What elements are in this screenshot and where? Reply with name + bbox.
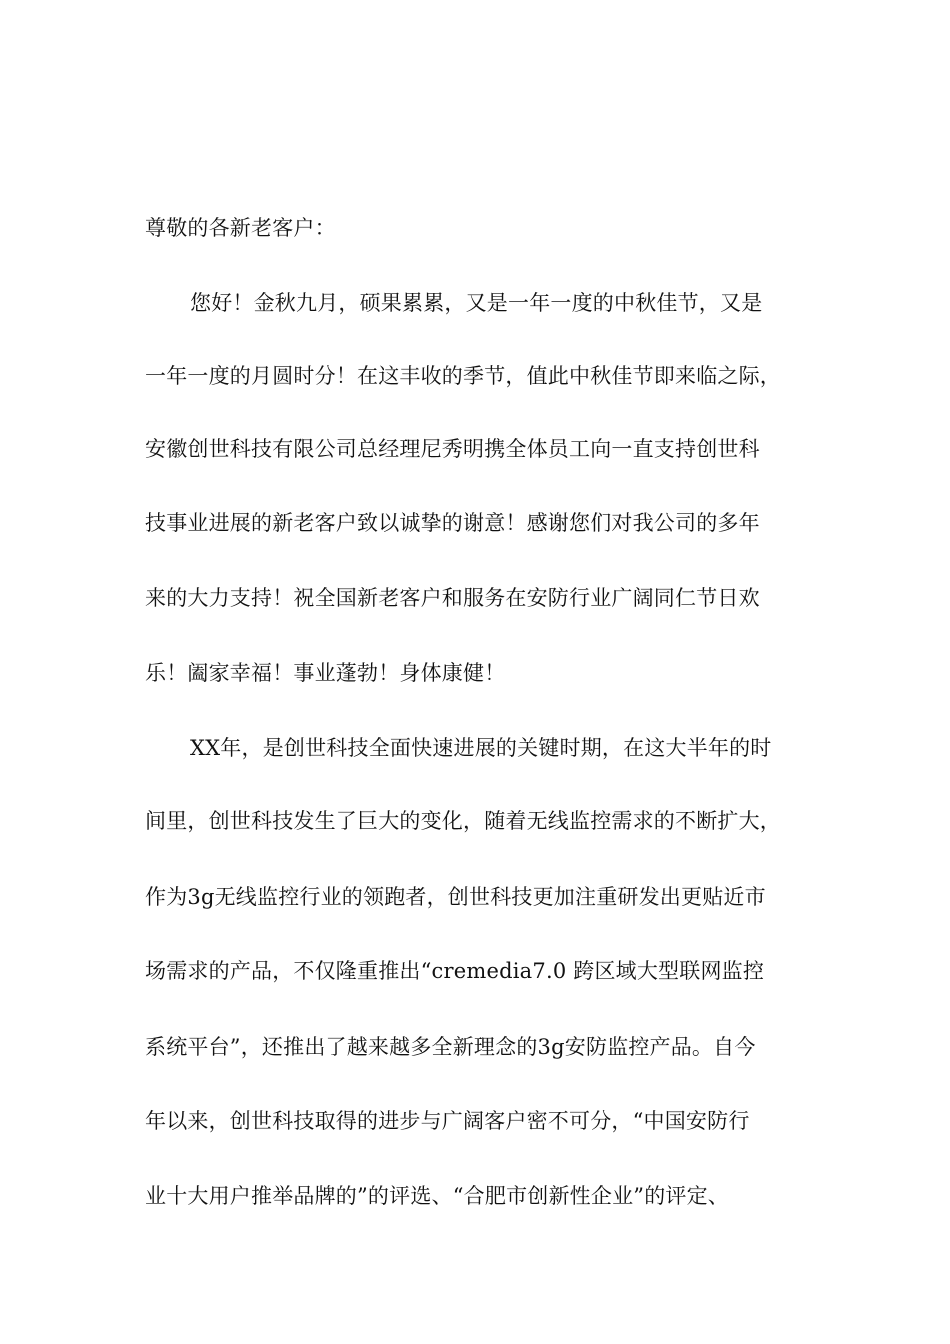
paragraph-line: 来的大力支持！祝全国新老客户和服务在安防行业广阔同仁节日欢 (145, 586, 760, 610)
paragraph-line: 作为3g无线监控行业的领跑者，创世科技更加注重研发出更贴近市 (145, 885, 766, 909)
paragraph-line: 系统平台”，还推出了越来越多全新理念的3g安防监控产品。自今 (145, 1035, 756, 1059)
paragraph-line: 您好！金秋九月，硕果累累，又是一年一度的中秋佳节，又是 (190, 291, 763, 315)
paragraph-line: XX年，是创世科技全面快速进展的关键时期，在这大半年的时 (190, 736, 772, 760)
paragraph-line: 一年一度的月圆时分！在这丰收的季节，值此中秋佳节即来临之际， (145, 364, 781, 388)
paragraph-line: 安徽创世科技有限公司总经理尼秀明携全体员工向一直支持创世科 (145, 437, 760, 461)
paragraph-line: 场需求的产品，不仅隆重推出“cremedia7.0 跨区域大型联网监控 (145, 959, 765, 983)
paragraph-line: 业十大用户推举品牌的”的评选、“合肥市创新性企业”的评定、 (145, 1184, 730, 1208)
paragraph-line: 技事业进展的新老客户致以诚挚的谢意！感谢您们对我公司的多年 (145, 511, 760, 535)
salutation: 尊敬的各新老客户： (145, 216, 336, 240)
paragraph-line: 乐！阖家幸福！事业蓬勃！身体康健！ (145, 661, 506, 685)
paragraph-line: 间里，创世科技发生了巨大的变化，随着无线监控需求的不断扩大， (145, 809, 781, 833)
paragraph-line: 年以来，创世科技取得的进步与广阔客户密不可分，“中国安防行 (145, 1109, 750, 1133)
